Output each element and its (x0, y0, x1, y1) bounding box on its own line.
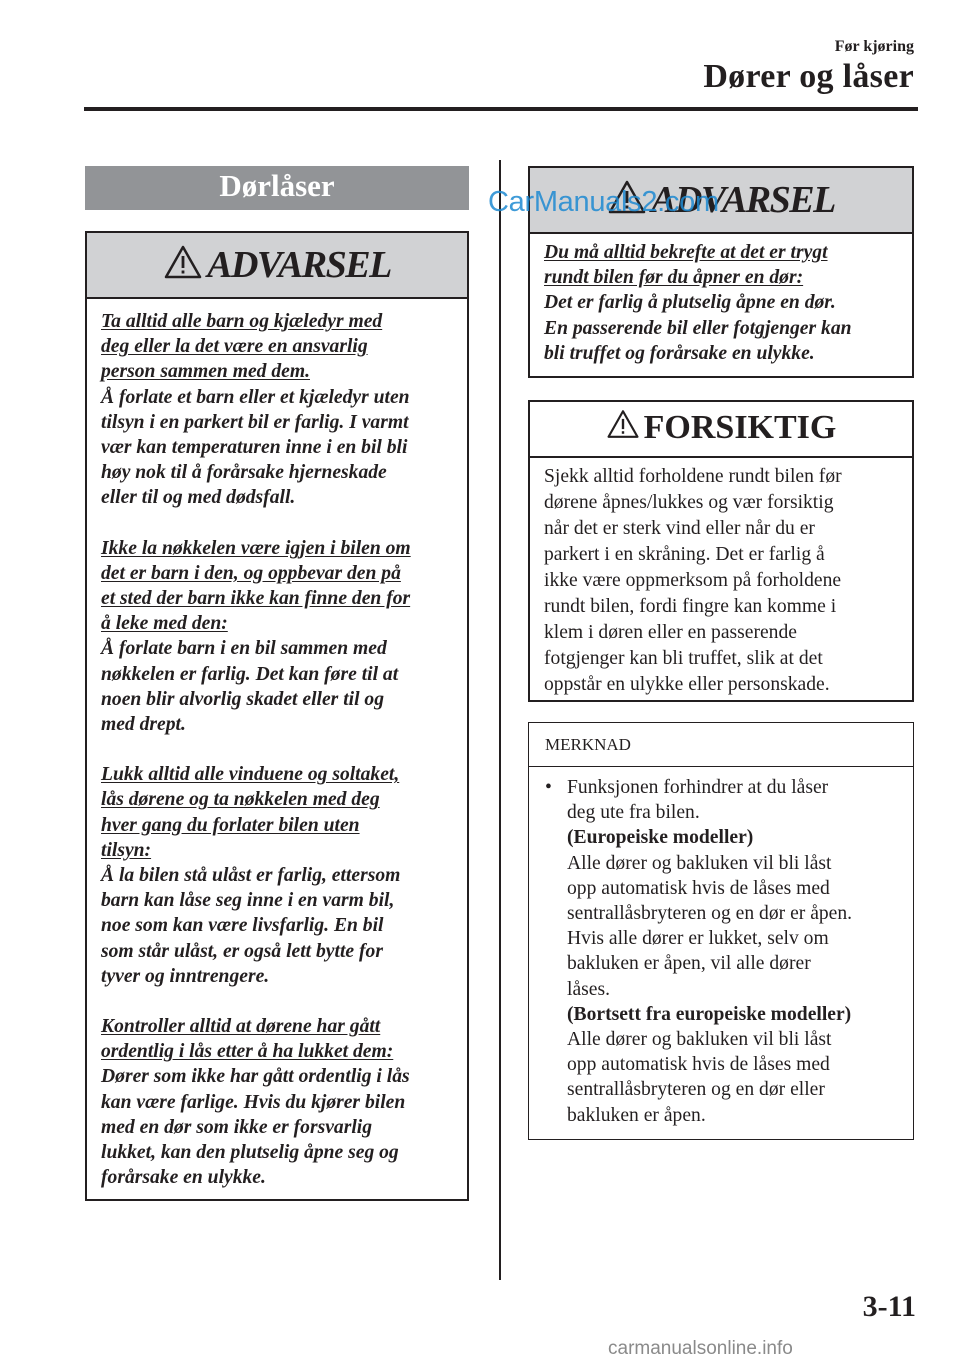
warning-heading: Lukk alltid alle vinduene og soltaket, lås dørene og ta nøkkelen med deg hver gang du forlater bilen uten tilsyn: (101, 764, 400, 861)
caution-triangle-icon (606, 408, 640, 440)
warning-label: ADVARSEL (207, 244, 391, 286)
bullet-icon: • (545, 777, 552, 798)
caution-box (528, 400, 914, 702)
caution-text: Sjekk alltid forholdene rundt bilen før dørene åpnes/lukkes og vær forsiktig når det er sterk vind eller når du er parkert i en skråning. Det er farlig å ikke være oppmerksom på forholdene rundt bilen, fordi fingre kan komme i klem i døren eller en passerende fotgjenger kan bli truffet, slik at det oppstår en ulykke eller personskade. (544, 466, 842, 695)
warning-label: ADVARSEL (651, 179, 835, 221)
warning-heading: Du må alltid bekrefte at det er trygt rundt bilen før du åpner en dør: (544, 242, 828, 289)
warning-paragraph: Å la bilen stå ulåst er farlig, ettersom barn kan låse seg inne i en varm bil, noe som kan være livsfarlig. En bil som står ulåst, er også lett bytte for tyver og inntrengere. (101, 865, 401, 987)
section-header: Dører og låser (703, 58, 914, 95)
watermark-footer: carmanualsonline.info (608, 1338, 793, 1359)
warning-box-left (85, 231, 469, 1201)
header-rule (84, 107, 918, 111)
column-divider (499, 160, 501, 1280)
warning-paragraph: Det er farlig å plutselig åpne en dør. En passerende bil eller fotgjenger kan bli truffet og forårsake en ulykke. (544, 292, 852, 364)
warning-heading: Kontroller alltid at dørene har gått ordentlig i lås etter å ha lukket dem: (101, 1016, 394, 1063)
note-subheading: (Europeiske modeller) (567, 827, 754, 849)
warning-text (530, 234, 912, 366)
warning-header (87, 233, 467, 299)
note-header (529, 723, 913, 767)
warning-paragraph: Å forlate barn i en bil sammen med nøkkelen er farlig. Det kan føre til at noen blir alvorlig skadet eller til og med drept. (101, 638, 399, 736)
warning-heading: Ikke la nøkkelen være igjen i bilen om det er barn i den, og oppbevar den på et sted der barn ikke kan finne den for å leke med den: (101, 537, 411, 635)
note-title: MERKNAD (545, 735, 631, 754)
warning-text (87, 299, 467, 1191)
note-text (529, 767, 913, 1128)
note-subheading: (Bortsett fra europeiske modeller) (567, 1003, 852, 1025)
watermark-logo: CarManuals2.com (488, 186, 719, 218)
warning-heading: Ta alltid alle barn og kjæledyr med deg eller la det være en ansvarlig person sammen med dem. (101, 311, 383, 383)
warning-triangle-icon (163, 244, 203, 280)
warning-paragraph: Dører som ikke har gått ordentlig i lås kan være farlige. Hvis du kjører bilen med en dør som ikke er forsvarlig lukket, kan den plutselig åpne seg og forårsake en ulykke. (101, 1066, 410, 1189)
warning-paragraph: Å forlate et barn eller et kjæledyr uten tilsyn i en parkert bil er farlig. I varmt vær kan temperaturen inne i en bil bli høy nok til å forårsake hjerneskade eller til og med dødsfall. (101, 386, 410, 509)
section-title: Dørlåser (85, 166, 469, 210)
chapter-title: Før kjøring (834, 38, 914, 55)
caution-label: FORSIKTIG (643, 409, 837, 446)
caution-header (530, 402, 912, 458)
note-box (528, 722, 914, 1140)
list-item: • Funksjonen forhindrer at du låser deg ute fra bilen. (Europeiske modeller) Alle dører og bakluken vil bli låst opp automatisk hvis de låses med sentrallåsbryteren og en dør er åpen. Hvis alle dører er lukket, selv om bakluken er åpen, vil alle dører låses. (Bortsett fra europeiske modeller) Alle dører og bakluken vil bli låst opp automatisk hvis de låses med sentrallåsbryteren og en dør eller bakluken er åpen. (545, 775, 899, 1128)
page-number: 3-11 (862, 1290, 916, 1323)
